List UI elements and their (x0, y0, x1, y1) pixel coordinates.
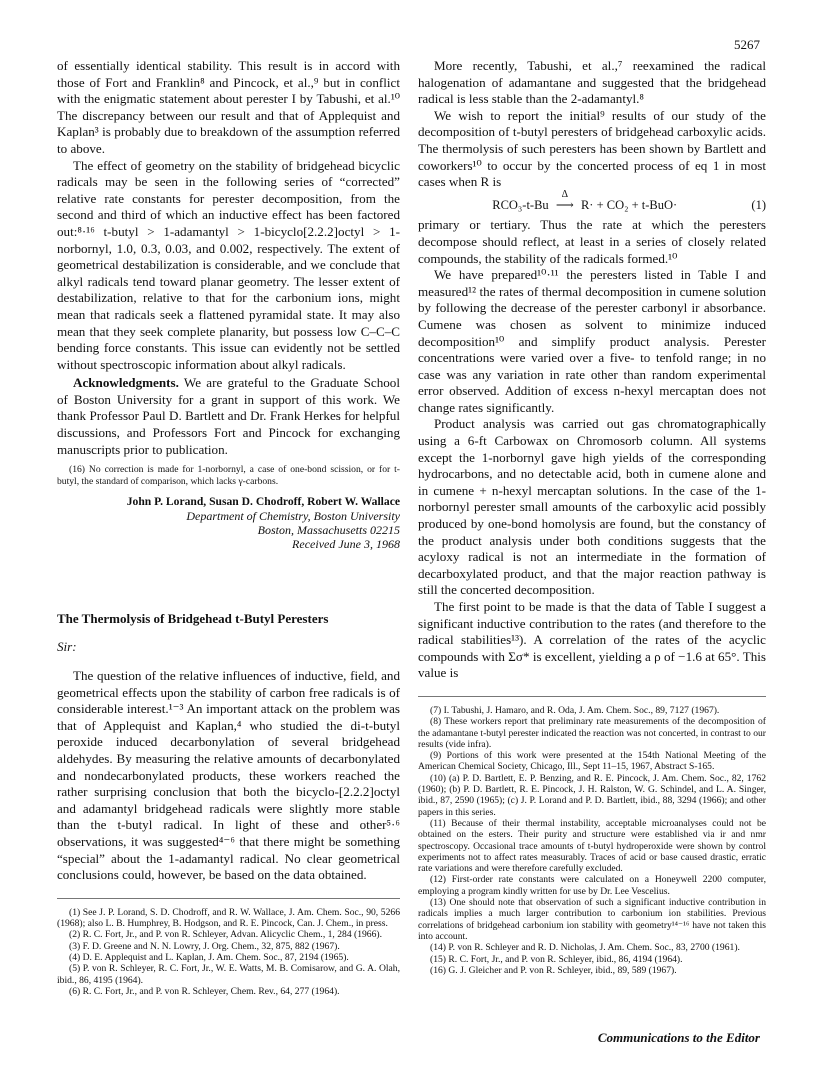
equation-products: R· + CO₂ + t-BuO· (580, 197, 678, 212)
body-paragraph: The effect of geometry on the stability of bridgehead bicyclic radicals may be seen in the following series of “corrected” relative rate constants for perester decomposition, from the second and third of which an inductive effect has been factored out:⁸·¹⁶ t-butyl > 1-adamantyl > 1-bicyclo[2.2.2]octyl > 1-norbornyl, 1.0, 0.3, 0.03, and 0.002, respectively. The extent of geometrical destabilization is considerable, and we conclude that alkyl radicals tend toward planar geometry. The lesser extent of destabilization, relative to that for the carbonium ions, might mean that radicals seek a flattened pyramidal state. It may also mean that they seek complete planarity, but possess low C–C–C bending force constants. This issue can evidently not be settled without spectroscopic information about alkyl radicals. (57, 157, 400, 372)
footnote: (4) D. E. Applequist and L. Kaplan, J. Am. Chem. Soc., 87, 2194 (1965). (69, 951, 349, 963)
reaction-arrow-icon: Δ ⟶ (552, 197, 578, 214)
received-date: Received June 3, 1968 (292, 536, 400, 551)
affiliation: Department of Chemistry, Boston University (186, 508, 400, 523)
body-paragraph: primary or tertiary. Thus the rate at which the peresters decompose should reflect, at least in a series of closely related compounds, the stability of the radicals formed.¹⁰ (418, 217, 766, 266)
author-names: John P. Lorand, Susan D. Chodroff, Robert W. Wallace (126, 494, 400, 508)
footnote: (6) R. C. Fort, Jr., and P. von R. Schleyer, Chem. Rev., 64, 277 (1964). (69, 985, 340, 997)
footnote: (5) P. von R. Schleyer, R. C. Fort, Jr., W. E. Watts, M. B. Comisarow, and G. A. Olah, ibid., 86, 4195 (1964). (57, 963, 400, 986)
equation-reactant: RCO₃-t-Bu (492, 197, 549, 212)
heat-symbol: Δ (561, 188, 569, 200)
footnote: (10) (a) P. D. Bartlett, E. P. Benzing, and R. E. Pincock, J. Am. Chem. Soc., 82, 1762 (1960); (b) P. D. Bartlett, R. E. Pincock, J. H. Ralston, W. G. Schindel, and L. A. Singer, ibid., 87, 2590 (1965); (c) J. P. Lorand and P. D. Bartlett, ibid., 88, 3294 (1966); and other papers in this series. (418, 772, 766, 818)
footnotes-right (418, 705, 766, 976)
footnote: (9) Portions of this work were presented at the 154th National Meeting of the American Chemical Society, Chicago, Ill., Sept 11–15, 1967, Abstract S-165. (418, 750, 766, 773)
footnote: (11) Because of their thermal instability, acceptable microanalyses could not be obtained on the esters. Their purity and structure were established via ir and nmr spectroscopy. Occasional trace amounts of t-butyl hydroperoxide were shown by control experiments not to affect rates measurably. Traces of acid or base caused drastic, erratic rate variations and were therefore carefully excluded. (418, 817, 766, 875)
journal-section-footer: Communications to the Editor (597, 1030, 760, 1045)
left-column (57, 58, 400, 997)
footnote-divider (57, 898, 400, 899)
footnote: (13) One should note that observation of such a significant inductive contribution in radicals implies a much larger contribution to carbonium ion stabilities. Previous correlations of bridgehead carbonium ion stability with geometry¹⁴⁻¹⁶ have not taken this into account. (418, 897, 766, 942)
equation-1 (418, 188, 766, 214)
acknowledgments-text: We are grateful to the Graduate School of Boston University for a grant in support of this work. We thank Professor Paul D. Bartlett and Dr. Frank Herkes for helpful discussions, and Professors Fort and Pincock for exchanging manuscripts prior to publication. (57, 375, 400, 457)
body-paragraph: More recently, Tabushi, et al.,⁷ reexamined the radical halogenation of adamantane and suggested that the bridgehead radical is less stable than the 2-adamantyl.⁸ (418, 58, 766, 107)
equation-expression (418, 188, 751, 214)
footnote: (15) R. C. Fort, Jr., and P. von R. Schleyer, ibid., 86, 4194 (1964). (430, 953, 683, 965)
body-paragraph: of essentially identical stability. This result is in accord with those of Fort and Franklin⁸ and Pincock, et al.,⁹ but in conflict with the enigmatic statement about perester I by Tabushi, et al.¹⁰ The discrepancy between our result and that of Applequist and Kaplan³ is probably due to breakdown of the assumption referred to above. (57, 58, 400, 156)
body-paragraph: We have prepared¹⁰·¹¹ the peresters listed in Table I and measured¹² the rates of thermal decomposition in cumene solution by following the decrease of the perester carbonyl ir absorbance. Cumene was chosen as solvent to minimize induced decomposition¹⁰ and simplify product analysis. Perester concentrations were varied over a five- to tenfold range; in no case was any variation in rate other than random experimental error observed. Addition of excess n-hexyl mercaptan does not change rates significantly. (418, 267, 766, 415)
signature-block (57, 495, 400, 551)
right-column (418, 58, 766, 976)
body-paragraph: The first point to be made is that the data of Table I suggest a significant inductive contribution to the rates (and therefore to the radical stabilities¹³). A correlation of the rates of the acyclic compounds with Σσ* is excellent, yielding a ρ of −1.6 at 65°. This value is (418, 599, 766, 681)
footnotes-left (57, 907, 400, 997)
salutation: Sir: (57, 639, 77, 655)
article-title: The Thermolysis of Bridgehead t-Butyl Peresters (57, 610, 329, 626)
footnote: (14) P. von R. Schleyer and R. D. Nicholas, J. Am. Chem. Soc., 83, 2700 (1961). (430, 942, 740, 954)
footnote: (3) F. D. Greene and N. N. Lowry, J. Org. Chem., 32, 875, 882 (1967). (69, 940, 340, 952)
footnote: (12) First-order rate constants were calculated on a Honeywell 2200 computer, employing a program kindly written for use by Dr. Lee Vescelius. (418, 874, 766, 897)
footnote: (1) See J. P. Lorand, S. D. Chodroff, and R. W. Wallace, J. Am. Chem. Soc., 90, 5266 (1968); also L. B. Humphrey, B. Hodgson, and R. E. Pincock, Can. J. Chem., in press. (57, 906, 400, 930)
affiliation-city: Boston, Massachusetts 02215 (257, 522, 400, 537)
acknowledgments-heading: Acknowledgments. (73, 375, 179, 391)
acknowledgments (57, 375, 400, 458)
page-number: 5267 (734, 37, 760, 52)
footnote: (2) R. C. Fort, Jr., and P. von R. Schleyer, Advan. Alicyclic Chem., 1, 284 (1966). (69, 929, 382, 941)
body-paragraph: Product analysis was carried out gas chromatographically using a 6-ft Carbowax on Chromosorb column. All systems except the 1-norbornyl gave high yields of the corresponding hydrocarbons, and no detectable acid, both in cumene alone and in cumene + n-hexyl mercaptan solutions. In the case of the 1-norbornyl perester small amounts of the carboxylic acid possibly produced by one-bond homolysis are found, but the constancy of the product analysis under both conditions suggests that the acyloxy radical is not an intermediate in the formation of decarboxylated product, and that the major reaction pathway is still the concerted decomposition. (418, 416, 766, 598)
footnote: (16) No correction is made for 1-norbornyl, a case of one-bond scission, or for t-butyl, the standard of comparison, which lacks γ-carbons. (57, 464, 400, 487)
equation-number: (1) (751, 197, 766, 212)
footnote: (16) G. J. Gleicher and P. von R. Schleyer, ibid., 89, 589 (1967). (430, 964, 677, 976)
footnote: (7) I. Tabushi, J. Hamaro, and R. Oda, J. Am. Chem. Soc., 89, 7127 (1967). (430, 704, 720, 716)
body-paragraph: The question of the relative influences of inductive, field, and geometrical effects upon the stability of carbon free radicals is of considerable interest.¹⁻³ An important attack on the problem was that of Applequist and Kaplan,⁴ who studied the di-t-butyl peroxide induced decarbonylation of several bridgehead aldehydes. By measuring the relative amounts of decarbonylated and nondecarbonylated products, these workers reached the rather surprising conclusion that both the bicyclo-[2.2.2]octyl and adamantyl bridgehead radicals were slightly more stable than the t-butyl radical. In light of these and other⁵·⁶ observations, it was suggested⁴⁻⁶ that there might be something “special” about the 1-adamantyl radical. No clear geometrical conclusions could, however, be based on the data obtained. (57, 668, 400, 883)
body-paragraph: We wish to report the initial⁹ results of our study of the decomposition of t-butyl peresters of bridgehead carboxylic acids. The thermolysis of such peresters has been shown by Bartlett and coworkers¹⁰ to occur by the concerted process of eq 1 in most cases when R is (418, 107, 766, 190)
footnote-divider (418, 696, 766, 697)
footnote: (8) These workers report that preliminary rate measurements of the decomposition of the adamantane t-butyl perester indicated the reaction was not concerted, in contrast to our results (vide infra). (418, 716, 766, 750)
